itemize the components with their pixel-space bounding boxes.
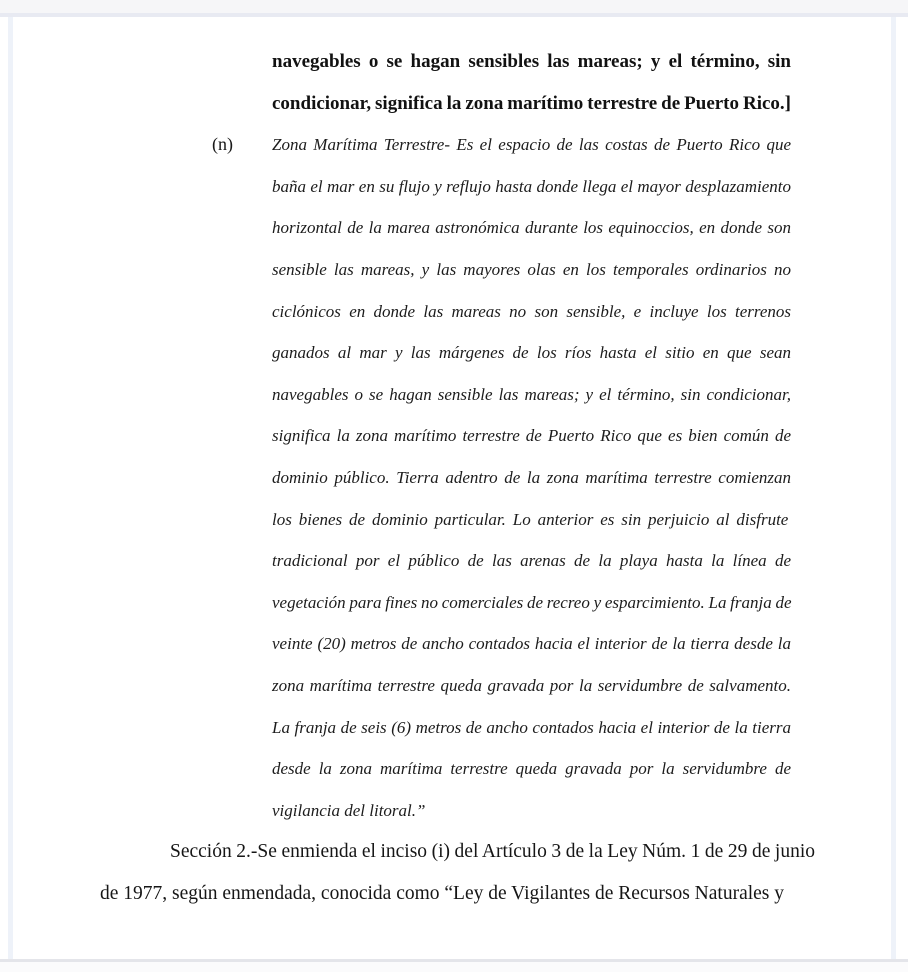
text-line: vegetación para fines no comerciales de recreo y esparcimiento. La franja de bbox=[272, 592, 792, 612]
subsection-n-italic-block bbox=[272, 124, 791, 831]
text-line: desde la zona marítima terrestre queda gravada por la servidumbre de bbox=[272, 759, 791, 779]
page-margin-bottom bbox=[0, 962, 908, 972]
text-line: veinte (20) metros de ancho contados hacia el interior de la tierra desde la bbox=[272, 634, 791, 654]
amended-text-bold-block bbox=[272, 41, 791, 124]
text-line: sensible las mareas, y las mayores olas en los temporales ordinarios no bbox=[272, 259, 791, 279]
text-line: ganados al mar y las márgenes de los ríos hasta el sitio en que sean bbox=[272, 343, 791, 363]
text-line: baña el mar en su flujo y reflujo hasta donde llega el mayor desplazamiento bbox=[272, 176, 791, 196]
text-line: zona marítima terrestre queda gravada por la servidumbre de salvamento. bbox=[272, 675, 791, 695]
text-line: condicionar, significa la zona marítimo terrestre de Puerto Rico.] bbox=[272, 92, 791, 114]
subsection-n bbox=[13, 124, 891, 831]
text-line: Sección 2.-Se enmienda el inciso (i) del Artículo 3 de la Ley Núm. 1 de 29 de junio bbox=[170, 841, 815, 863]
text-line: La franja de seis (6) metros de ancho contados hacia el interior de la tierra bbox=[272, 717, 791, 737]
document-text-body bbox=[13, 17, 891, 914]
text-line: navegables o se hagan sensibles las mareas; y el término, sin bbox=[272, 51, 791, 72]
text-line: vigilancia del litoral.” bbox=[272, 800, 426, 820]
text-line: tradicional por el público de las arenas de la playa hasta la línea de bbox=[272, 551, 791, 571]
text-line: Zona Marítima Terrestre- Es el espacio de las costas de Puerto Rico que bbox=[272, 135, 791, 155]
document-page bbox=[13, 17, 891, 959]
subsection-n-marker: (n) bbox=[212, 134, 233, 155]
text-line: horizontal de la marea astronómica durante los equinoccios, en donde son bbox=[272, 218, 791, 238]
text-line: significa la zona marítimo terrestre de Puerto Rico que es bien común de bbox=[272, 426, 791, 446]
section-2-paragraph bbox=[100, 831, 815, 914]
text-line: ciclónicos en donde las mareas no son sensible, e incluye los terrenos bbox=[272, 301, 791, 321]
text-line: navegables o se hagan sensible las mareas; y el término, sin condicionar, bbox=[272, 384, 791, 404]
text-line: de 1977, según enmendada, conocida como “Ley de Vigilantes de Recursos Naturales y bbox=[100, 882, 785, 904]
page-margin-top bbox=[0, 0, 908, 13]
text-line: dominio público. Tierra adentro de la zona marítima terrestre comienzan bbox=[272, 467, 791, 487]
text-line: los bienes de dominio particular. Lo anterior es sin perjuicio al disfrute bbox=[272, 509, 789, 529]
page-border-right bbox=[891, 17, 896, 959]
